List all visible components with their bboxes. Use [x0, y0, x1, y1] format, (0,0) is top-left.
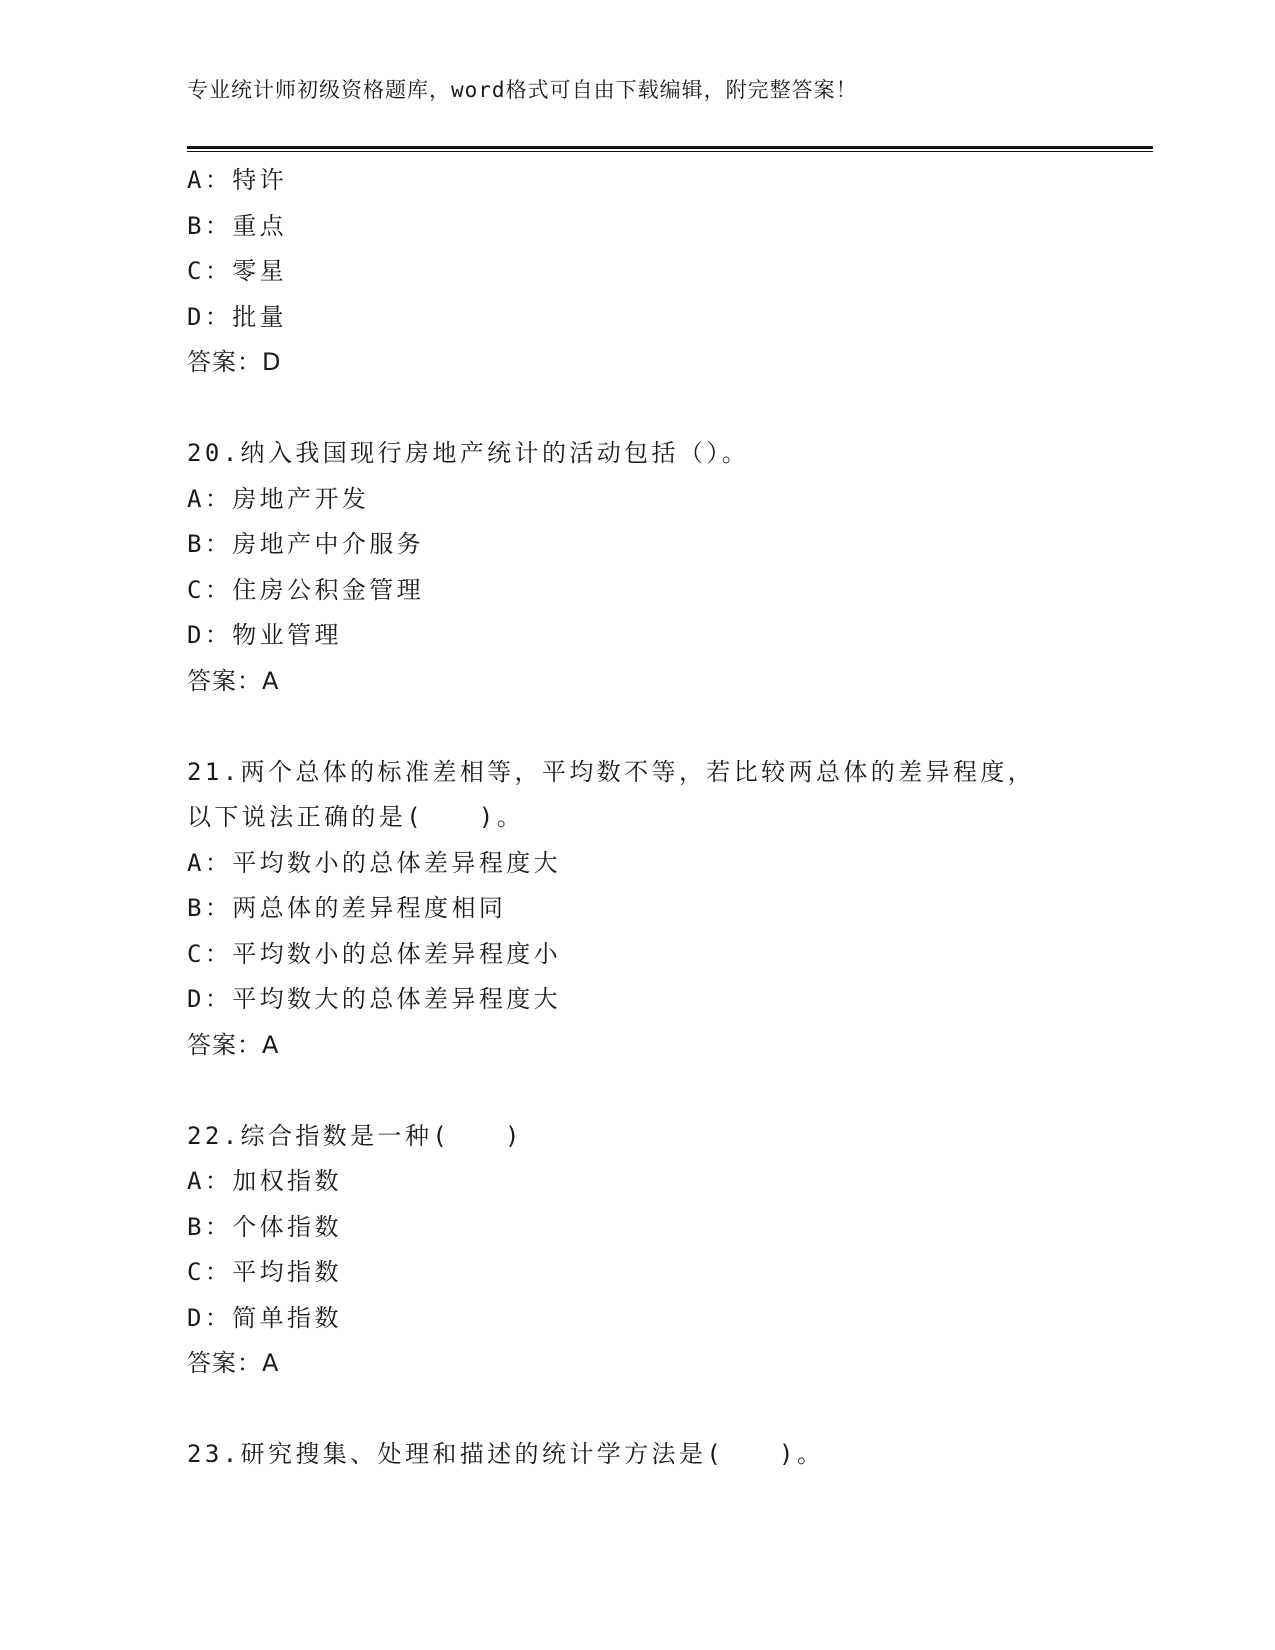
- question-stem-continued: 以下说法正确的是( )。: [187, 803, 525, 831]
- spacer: [187, 1068, 1147, 1114]
- spacer: [187, 1387, 1147, 1433]
- question-stem: 22.综合指数是一种( ): [187, 1121, 523, 1150]
- option-d: D：平均数大的总体差异程度大: [187, 985, 562, 1013]
- option-b: B：个体指数: [187, 1212, 342, 1241]
- page-header: 专业统计师初级资格题库，word格式可自由下载编辑，附完整答案！: [187, 78, 858, 102]
- answer: 答案：A: [187, 666, 280, 695]
- option-a: A：特许: [187, 166, 288, 194]
- answer: 答案：A: [187, 1349, 280, 1377]
- question-23: [187, 1432, 1147, 1478]
- option-a: A：平均数小的总体差异程度大: [187, 848, 562, 877]
- question-stem: 20.纳入我国现行房地产统计的活动包括（）。: [187, 439, 750, 467]
- option-b: B：两总体的差异程度相同: [187, 894, 507, 922]
- question-20: [187, 431, 1147, 704]
- option-b: B：重点: [187, 211, 288, 240]
- answer: 答案：A: [187, 1030, 280, 1059]
- option-a: A：加权指数: [187, 1167, 342, 1195]
- option-d: D：批量: [187, 302, 288, 331]
- question-list: [187, 158, 1147, 1478]
- option-c: C：住房公积金管理: [187, 575, 425, 604]
- spacer: [187, 386, 1147, 432]
- option-c: C：零星: [187, 257, 288, 285]
- question-21: [187, 750, 1147, 1069]
- option-d: D：物业管理: [187, 621, 342, 649]
- question-stem: 23.研究搜集、处理和描述的统计学方法是( )。: [187, 1440, 825, 1468]
- option-c: C：平均数小的总体差异程度小: [187, 939, 562, 968]
- option-b: B：房地产中介服务: [187, 530, 425, 558]
- question-19: [187, 158, 1147, 386]
- spacer: [187, 704, 1147, 750]
- option-a: A：房地产开发: [187, 484, 370, 513]
- option-c: C：平均指数: [187, 1258, 342, 1286]
- option-d: D：简单指数: [187, 1303, 342, 1332]
- question-22: [187, 1114, 1147, 1387]
- answer: 答案：D: [187, 348, 282, 376]
- header-divider-thin: [187, 151, 1153, 152]
- question-stem: 21.两个总体的标准差相等，平均数不等，若比较两总体的差异程度，: [187, 757, 1036, 786]
- header-divider-thick: [187, 146, 1153, 149]
